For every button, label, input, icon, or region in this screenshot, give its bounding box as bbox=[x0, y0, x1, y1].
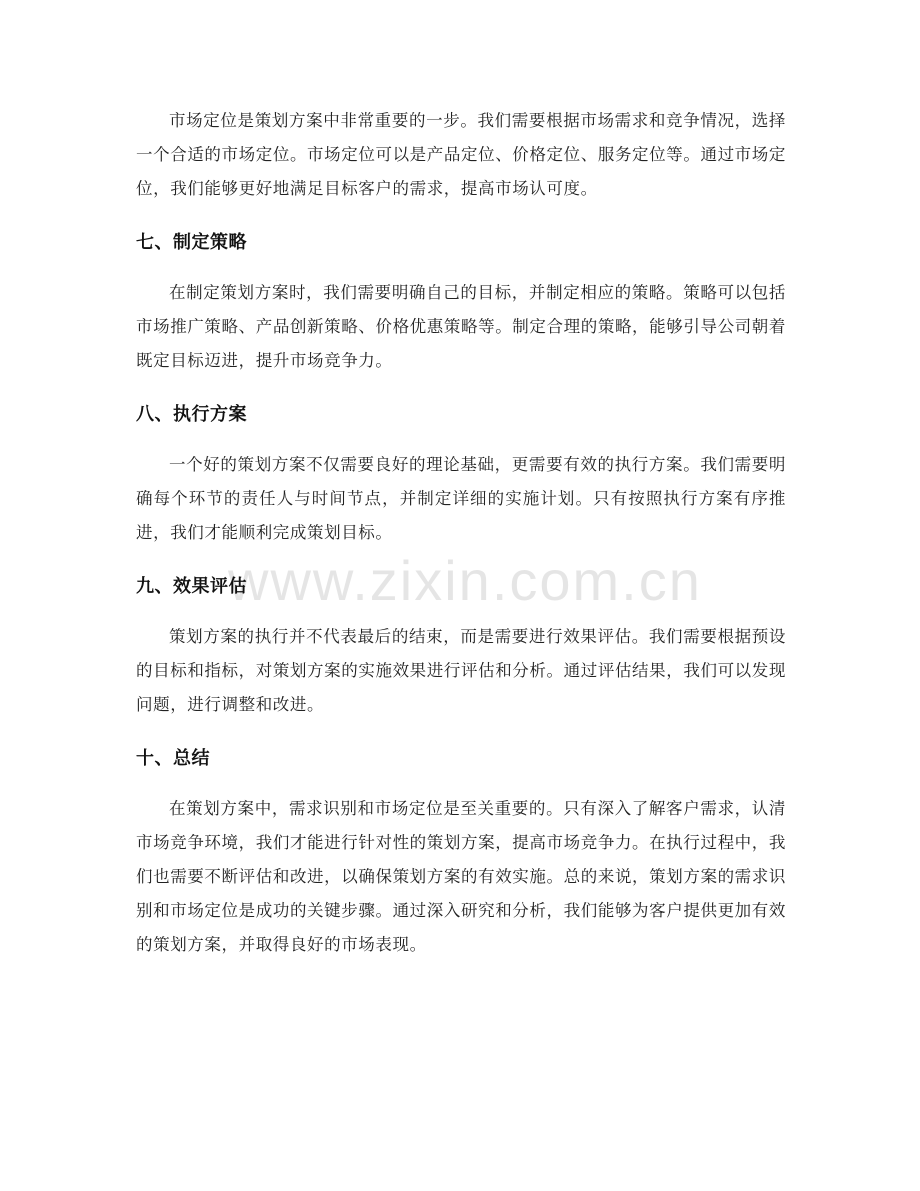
section-heading-strategy: 七、制定策略 bbox=[136, 232, 247, 253]
section-paragraph-strategy: 在制定策划方案时，我们需要明确自己的目标，并制定相应的策略。策略可以包括市场推广策略、产品创新策略、价格优惠策略等。制定合理的策略，能够引导公司朝着既定目标迈进，提升市场竞争力。 bbox=[136, 283, 786, 370]
watermark: www.zixin.com.cn bbox=[228, 549, 702, 612]
section-heading-execution: 八、执行方案 bbox=[136, 404, 247, 425]
section-paragraph-evaluation: 策划方案的执行并不代表最后的结束，而是需要进行效果评估。我们需要根据预设的目标和指标，对策划方案的实施效果进行评估和分析。通过评估结果，我们可以发现问题，进行调整和改进。 bbox=[136, 627, 786, 714]
section-paragraph-summary: 在策划方案中，需求识别和市场定位是至关重要的。只有深入了解客户需求，认清市场竞争环境，我们才能进行针对性的策划方案，提高市场竞争力。在执行过程中，我们也需要不断评估和改进，以确保策划方案的有效实施。总的来说，策划方案的需求识别和市场定位是成功的关键步骤。通过深入研究和分析，我们能够为客户提供更加有效的策划方案，并取得良好的市场表现。 bbox=[136, 799, 786, 954]
intro-paragraph: 市场定位是策划方案中非常重要的一步。我们需要根据市场需求和竞争情况，选择一个合适的市场定位。市场定位可以是产品定位、价格定位、服务定位等。通过市场定位，我们能够更好地满足目标客户的需求，提高市场认可度。 bbox=[136, 111, 786, 198]
section-heading-evaluation: 九、效果评估 bbox=[136, 576, 247, 597]
section-paragraph-execution: 一个好的策划方案不仅需要良好的理论基础，更需要有效的执行方案。我们需要明确每个环节的责任人与时间节点，并制定详细的实施计划。只有按照执行方案有序推进，我们才能顺利完成策划目标。 bbox=[136, 455, 786, 542]
section-heading-summary: 十、总结 bbox=[136, 748, 210, 769]
document-body bbox=[136, 104, 786, 962]
